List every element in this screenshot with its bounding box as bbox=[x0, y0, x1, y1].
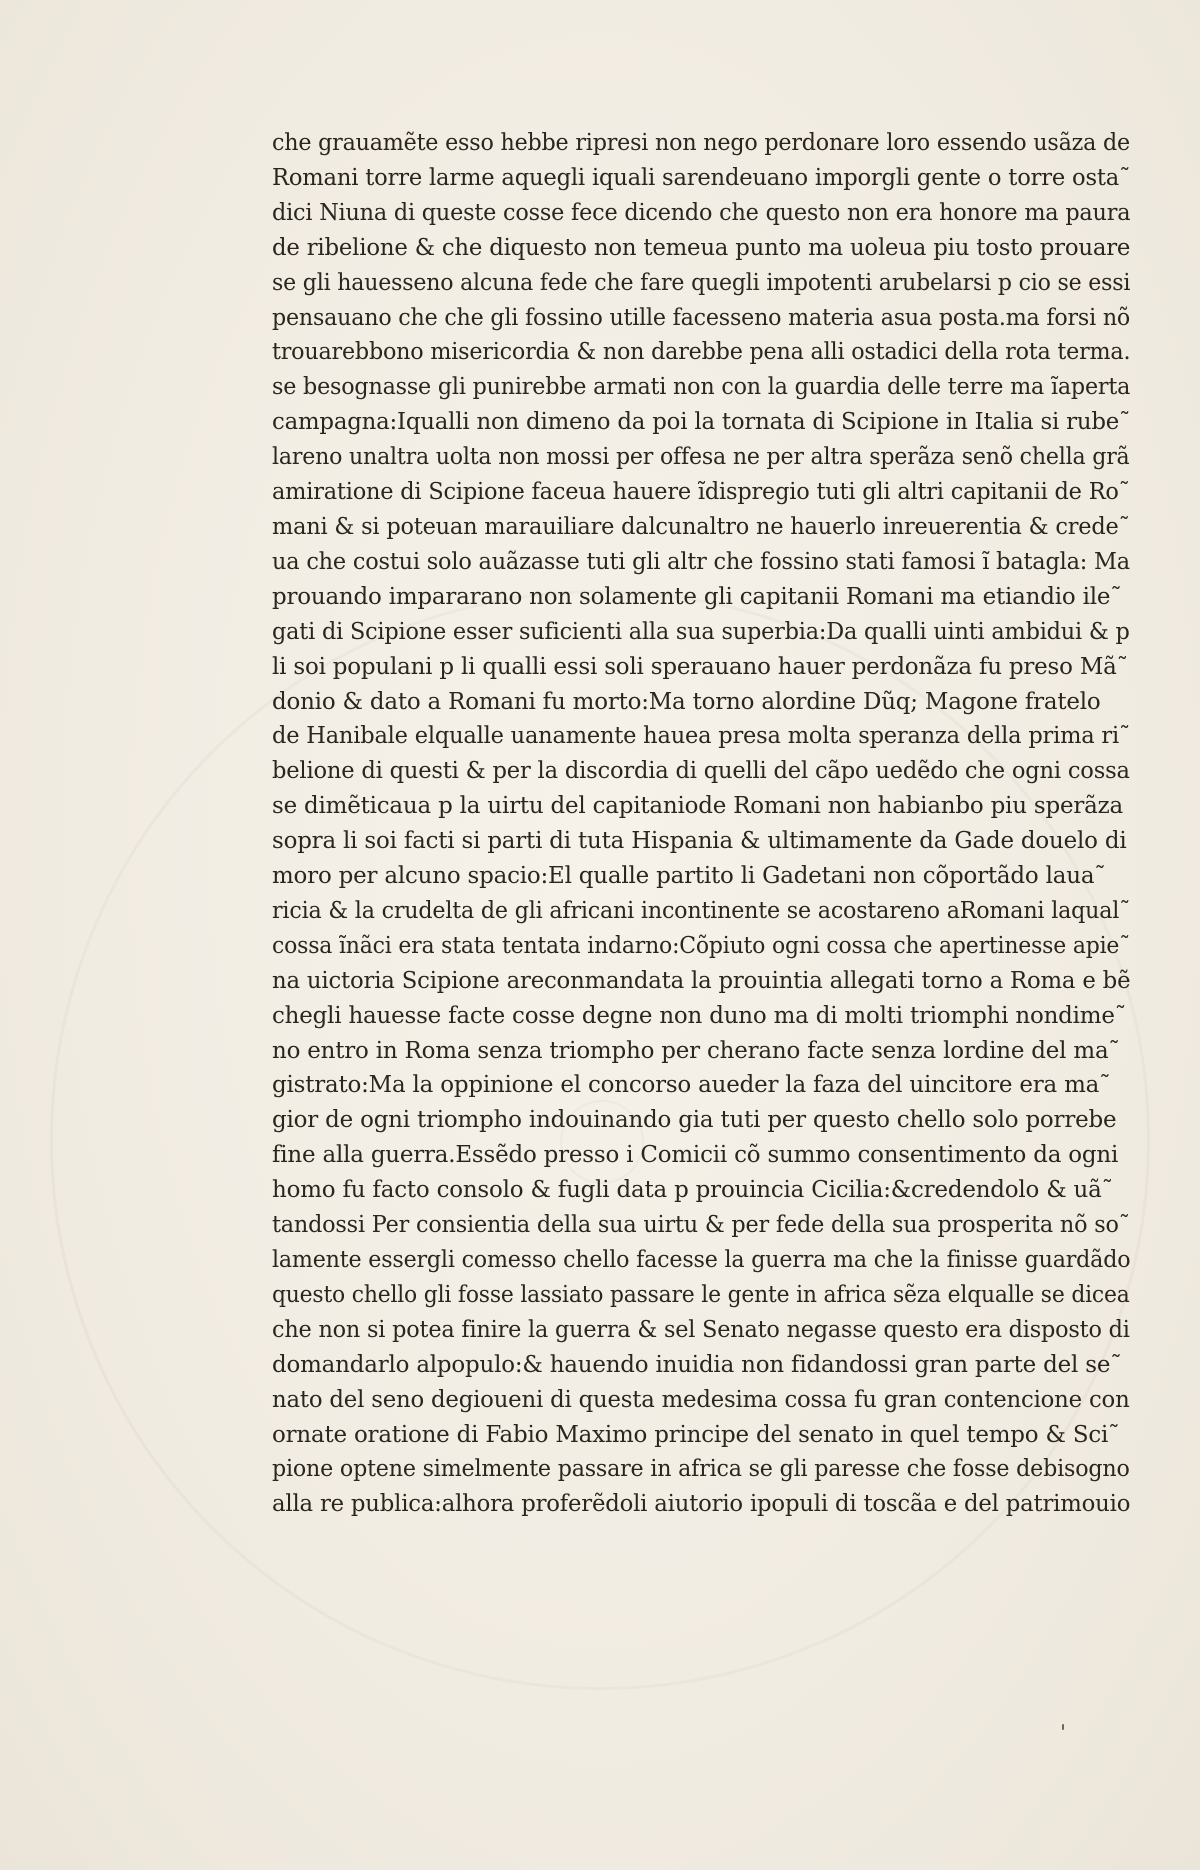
text-line: questo chello gli fosse lassiato passare le gente in africa sẽza elqualle se dicea bbox=[272, 1281, 1130, 1308]
text-line: li soi populani p li qualli essi soli sperauano hauer perdonãza fu preso Mã˜ bbox=[272, 653, 1128, 680]
text-line: de ribelione & che diquesto non temeua punto ma uoleua piu tosto prouare bbox=[272, 234, 1131, 261]
text-line: lamente essergli comesso chello facesse la guerra ma che la finisse guardãdo bbox=[272, 1247, 1131, 1273]
text-line: nato del seno degioueni di questa medesima cossa fu gran contencione con bbox=[272, 1386, 1130, 1413]
text-line: amiratione di Scipione faceua hauere ĩdispregio tuti gli altri capitanii de Ro˜ bbox=[272, 479, 1130, 506]
text-line: se besognasse gli punirebbe armati non con la guardia delle terre ma ĩaperta bbox=[272, 374, 1131, 401]
text-line: moro per alcuno spacio:El qualle partito li Gadetani non cõportãdo laua˜ bbox=[272, 863, 1106, 890]
text-line: no entro in Roma senza triompho per cherano facte senza lordine del ma˜ bbox=[272, 1037, 1120, 1064]
text-line: homo fu facto consolo & fugli data p prouincia Cicilia:&credendolo & uã˜ bbox=[272, 1177, 1113, 1204]
text-line: chegli hauesse facte cosse degne non duno ma di molti triomphi nondime˜ bbox=[272, 1002, 1127, 1029]
text-line: sopra li soi facti si parti di tuta Hispania & ultimamente da Gade douelo di bbox=[272, 828, 1127, 855]
text-line: de Hanibale elqualle uanamente hauea presa molta speranza della prima ri˜ bbox=[272, 723, 1131, 750]
text-line: mani & si poteuan marauiliare dalcunaltro ne hauerlo inreuerentia & crede˜ bbox=[272, 513, 1130, 540]
ink-speck bbox=[1062, 1724, 1064, 1730]
text-line: fine alla guerra.Essẽdo presso i Comicii cõ summo consentimento da ogni bbox=[272, 1142, 1119, 1169]
text-line: prouando impararano non solamente gli capitanii Romani ma etiandio ile˜ bbox=[272, 583, 1122, 610]
text-line: campagna:Iqualli non dimeno da poi la tornata di Scipione in Italia si rube˜ bbox=[272, 409, 1131, 436]
text-line: se gli hauesseno alcuna fede che fare quegli impotenti arubelarsi p cio se essi bbox=[272, 269, 1131, 296]
text-line: ricia & la crudelta de gli africani incontinente se acostareno aRomani laqual˜ bbox=[272, 897, 1131, 924]
text-line: dici Niuna di queste cosse fece dicendo che questo non era honore ma paura bbox=[272, 199, 1131, 226]
text-line: belione di questi & per la discordia di quelli del cãpo uedẽdo che ogni cossa bbox=[272, 758, 1130, 785]
text-line: alla re publica:alhora proferẽdoli aiutorio ipopuli di toscãa e del patrimouio bbox=[272, 1491, 1131, 1518]
text-line: ornate oratione di Fabio Maximo principe del senato in quel tempo & Sci˜ bbox=[272, 1421, 1120, 1448]
text-line: trouarebbono misericordia & non darebbe pena alli ostadici della rota terma. bbox=[272, 339, 1131, 366]
text-line: cossa ĩnãci era stata tentata indarno:Cõpiuto ogni cossa che apertinesse apie˜ bbox=[272, 932, 1130, 959]
text-line: lareno unaltra uolta non mossi per offesa ne per altra sperãza senõ chella grã bbox=[272, 444, 1130, 471]
text-line: gior de ogni triompho indouinando gia tuti per questo chello solo porrebe bbox=[272, 1107, 1117, 1134]
text-column bbox=[272, 126, 1132, 1522]
text-line: ua che costui solo auãzasse tuti gli altr che fossino stati famosi ĩ batagla: Ma bbox=[272, 548, 1130, 575]
text-line: se dimẽticaua p la uirtu del capitaniode Romani non habianbo piu sperãza bbox=[272, 793, 1123, 820]
text-line: gistrato:Ma la oppinione el concorso aueder la faza del uincitore era ma˜ bbox=[272, 1072, 1111, 1099]
text-line: domandarlo alpopulo:& hauendo inuidia non fidandossi gran parte del se˜ bbox=[272, 1351, 1122, 1378]
text-line: tandossi Per consientia della sua uirtu & per fede della sua prosperita nõ so˜ bbox=[272, 1212, 1130, 1239]
text-line: pione optene simelmente passare in africa se gli paresse che fosse debisogno bbox=[272, 1456, 1130, 1483]
text-line: donio & dato a Romani fu morto:Ma torno alordine Dũq; Magone fratelo bbox=[272, 688, 1101, 715]
text-line: che non si potea finire la guerra & sel Senato negasse questo era disposto di bbox=[272, 1316, 1130, 1343]
text-line: pensauano che che gli fossino utille facesseno materia asua posta.ma forsi nõ bbox=[272, 304, 1131, 331]
text-line: Romani torre larme aquegli iquali sarendeuano imporgli gente o torre osta˜ bbox=[272, 164, 1131, 191]
text-line: che grauamẽte esso hebbe ripresi non nego perdonare loro essendo usãza de bbox=[272, 130, 1130, 156]
text-line: gati di Scipione esser suficienti alla sua superbia:Da qualli uinti ambidui & p bbox=[272, 618, 1130, 645]
text-line: na uictoria Scipione areconmandata la prouintia allegati torno a Roma e bẽ bbox=[272, 967, 1131, 994]
